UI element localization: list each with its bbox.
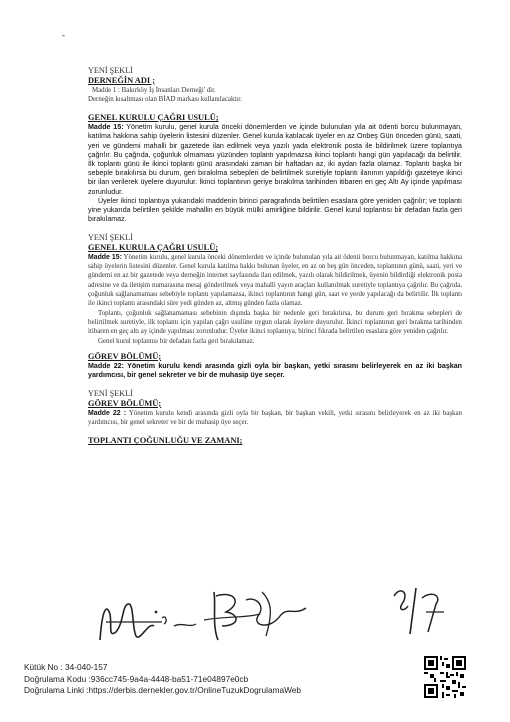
article-paragraph: [88, 409, 462, 428]
article-paragraph: Toplantı, çoğunluk sağlanamaması sebebinin dışında başka bir nedenle geri bırakılırsa, bu durum geri bırakma sebepleri de belirtilmek suretiyle, ilk toplantı için yapılan çağrı usulüne uygun olarak üyelere duyurulur. İkinci toplantının geri bırakma tarihinden itibaren en geç altı ay içinde yapılması zorunludur. Üyeler ikinci toplantıya, birinci fıkrada belirtilen esaslara göre yeniden çağrılır.: [88, 309, 462, 336]
section-heading: GÖREV BÖLÜMÜ;: [88, 398, 162, 408]
article-text: Yönetim kurulu kendi arasında gizli oyla bir başkan, bir başkan vekili, yetki sırasını belirleyerek en az iki başkan yardımcısı, bir genel sekreter ve bir de muhasip üye seçer.: [88, 409, 462, 426]
article-number: Madde 22:: [88, 361, 124, 370]
section-title: YENİ ŞEKLİ: [88, 389, 133, 399]
article-paragraph: [88, 362, 462, 380]
section-heading: TOPLANTI ÇOĞUNLUĞU VE ZAMANI;: [88, 436, 243, 446]
section-gorev-old: [88, 352, 462, 380]
section-heading: GÖREV BÖLÜMÜ;: [88, 351, 162, 361]
article-number: Madde 15:: [88, 253, 122, 261]
document-footer: [24, 662, 301, 697]
article-number: Madde 15:: [88, 123, 124, 132]
dogrulama-linki[interactable]: Doğrulama Linki :https://derbis.dernekler.gov.tr/OnlineTuzukDogrulamaWeb: [24, 685, 302, 695]
article-paragraph: Genel kurul toplantısı bir defadan fazla geri bırakılamaz.: [98, 337, 255, 345]
signature-2: [196, 586, 316, 648]
signature-3: [386, 582, 456, 642]
kutuk-no: Kütük No : 34-040-157: [24, 662, 108, 672]
section-toplanti: [88, 436, 462, 446]
section-title: YENİ ŞEKLİ: [88, 233, 133, 243]
section-cagri-old: [88, 113, 462, 224]
section-dernek-adi: [88, 66, 462, 104]
text-line: Derneğin kısaltması olan BİAD markası kullanılacaktır.: [88, 95, 242, 103]
article-number: Madde 22 :: [88, 409, 127, 417]
article-paragraph: Üyeler ikinci toplantıya yukarıdaki maddenin birinci paragrafında belirtilen esaslara göre yeniden çağrılır; ve toplantı yine yukarıda belirtilen şekilde mahallin en büyük mülki amirliğine bildirilir. Genel kurul toplantısı bir defadan fazla geri bırakılamaz.: [88, 196, 462, 224]
section-heading: DERNEĞİN ADI ;: [88, 75, 156, 85]
qr-code: [424, 656, 466, 698]
document-body: [88, 66, 462, 446]
article-text: Yönetim kurulu, genel kurula önceki dönemlerden ve içinde bulunulan yıla ait ödenti borcu bulunmayan, katılma hakkına sahip üyelerin listesini düzenler. Genel kurula katılacak üyeler en az Onbeş Gün önceden günü, saati, yeri ve gündemi mahalli bir gazetede ilan edilmek veya yazılı yada elektronik posta ile bildirilmek üzere toplantıya çağrılır. Bu çağrıda, çoğunluk olmaması yüzünden toplantı yapılmazsa ikinci toplantı hangi gün yapılacağı da belirtilir. İlk toplantı günü ile ikinci toplantı günü arasındaki zaman bir haftadan az, iki aydan fazla olamaz. Toplantı başka bir sebeple bırakılırsa bu durum, geri bırakılma sebepleri de belirtilmek suretiyle toplantı ilanının yapıldığı gazeteye ikinci bir ilan verilerek üyelere duyurulur. İkinci toplantının geriye bırakılma tarihinden itibaren en geç Altı Ay içinde yapılması zorunludur.: [88, 123, 462, 196]
article-text: Yönetim kurulu, genel kurula önceki dönemlerden ve içinde bulunulan yıla ait ödenti borcu bulunmayan, katılma hakkına sahip üyelerin listesini düzenler. Genel kurula katılma hakkı bulunan üyeler, en az on beş gün önceden, toplantının günü, saati, yeri ve gündemi en az bir gazetede veya derneğin internet sayfasında ilan edilmek, yazılı olarak bildirilmek, üyenin bildirdiği elektronik posta adresine ve da iletişim numarasına mesaj gönderilmek veya mahalli yayın araçları kullanılmak suretiyle toplantıya çağrılır. Bu çağrıda, çoğunluk sağlanamaması sebebiyle toplantı yapılamazsa, ikinci toplantının hangi gün, saat ve yerde yapılacağı da belirtilir. İlk toplantı ile ikinci toplantı arasındaki süre yedi günden az, altmış günden fazla olamaz.: [88, 253, 463, 308]
article-paragraph: [88, 253, 462, 309]
section-title: YENİ ŞEKLİ: [88, 66, 133, 75]
section-gorev-new: [88, 389, 462, 427]
signature-1: [92, 592, 202, 652]
page-mark: -: [62, 30, 66, 40]
article-text: Yönetim kurulu kendi arasında gizli oyla bir başkan, yetki sırasını belirleyerek en az iki başkan yardımcısı, bir genel sekreter ve bir de muhasip üye seçer.: [88, 361, 462, 379]
section-heading: GENEL KURULU ÇAĞRI USULÜ;: [88, 113, 219, 123]
text-line: Madde 1 : Bakırköy İş İnsanları Derneği' dir.: [92, 86, 216, 94]
dogrulama-kodu: Doğrulama Kodu :936cc745-9a4a-4448-ba51-71e04897e0cb: [24, 673, 249, 684]
article-paragraph: [88, 123, 462, 197]
section-heading: GENEL KURULA ÇAĞRI USULÜ;: [88, 242, 219, 252]
section-cagri-new: [88, 233, 462, 345]
